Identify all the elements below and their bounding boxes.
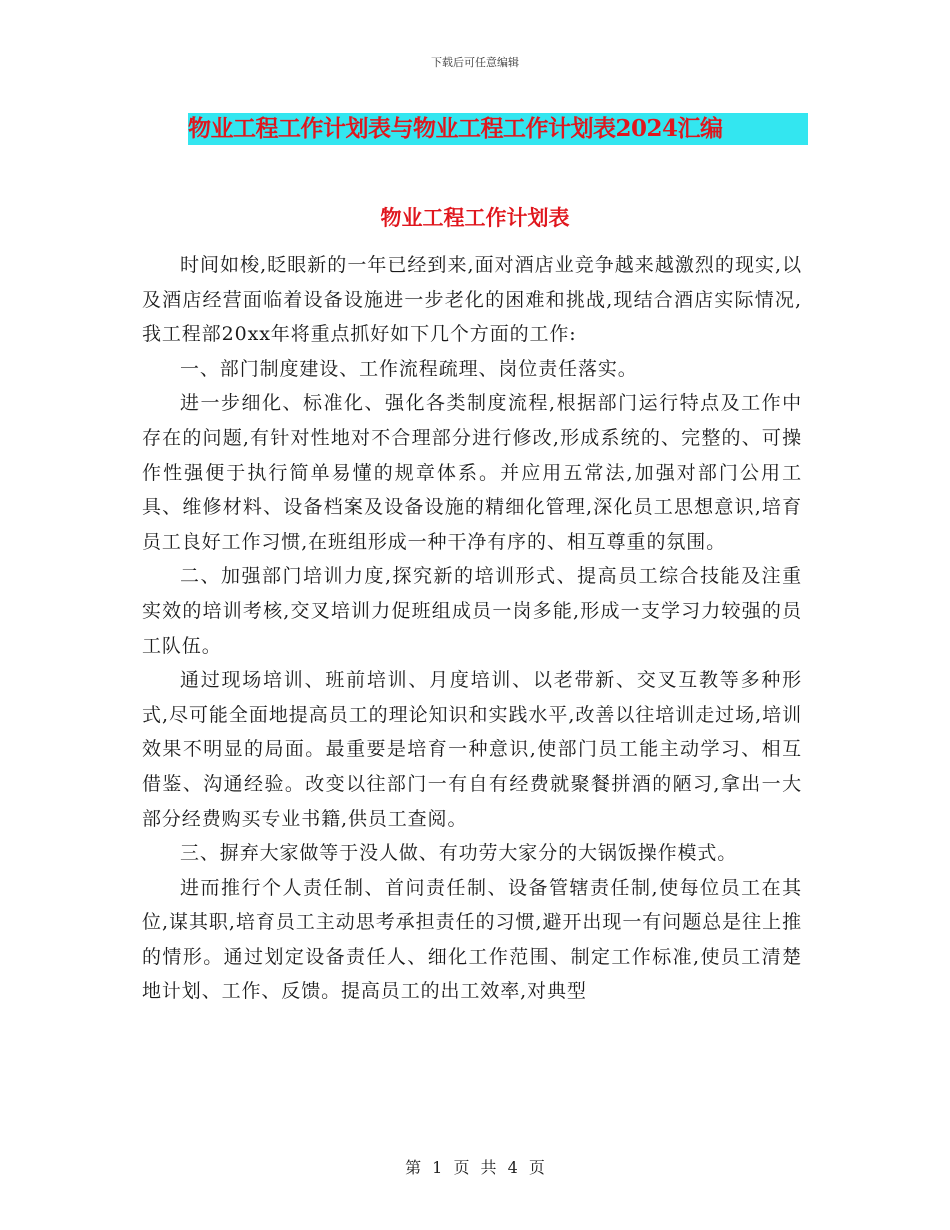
page-header-note: 下载后可任意编辑 [431,56,519,69]
paragraph: 时间如梭,眨眼新的一年已经到来,面对酒店业竞争越来越激烈的现实,以及酒店经营面临着设备设施进一步老化的困难和挑战,现结合酒店实际情况,我工程部20xx年将重点抓好如下几个方面的工作: [142,254,802,346]
paragraph: 进一步细化、标准化、强化各类制度流程,根据部门运行特点及工作中存在的问题,有针对性地对不合理部分进行修改,形成系统的、完整的、可操作性强便于执行简单易懂的规章体系。并应用五常法,加强对部门公用工具、维修材料、设备档案及设备设施的精细化管理,深化员工思想意识,培育员工良好工作习惯,在班组形成一种干净有序的、相互尊重的氛围。 [142,392,802,553]
paragraph: 进而推行个人责任制、首问责任制、设备管辖责任制,使每位员工在其位,谋其职,培育员工主动思考承担责任的习惯,避开出现一有问题总是往上推的情形。通过划定设备责任人、细化工作范围、制定工作标准,使员工清楚地计划、工作、反馈。提高员工的出工效率,对典型 [142,876,802,1003]
section-heading-2: 二、加强部门培训力度,探究新的培训形式、提高员工综合技能及注重实效的培训考核,交叉培训力促班组成员一岗多能,形成一支学习力较强的员工队伍。 [142,565,802,657]
main-title-highlight [188,113,808,145]
document-body [142,248,802,1009]
page-number-footer: 第 1 页 共 4 页 [405,1158,545,1177]
section-title: 物业工程工作计划表 [380,205,570,230]
section-heading-3: 三、摒弃大家做等于没人做、有功劳大家分的大锅饭操作模式。 [180,842,738,865]
paragraph: 通过现场培训、班前培训、月度培训、以老带新、交叉互教等多种形式,尽可能全面地提高员工的理论知识和实践水平,改善以往培训走过场,培训效果不明显的局面。最重要是培育一种意识,使部门员工能主动学习、相互借鉴、沟通经验。改变以往部门一有自有经费就聚餐拼酒的陋习,拿出一大部分经费购买专业书籍,供员工查阅。 [142,669,802,830]
section-heading-1: 一、部门制度建设、工作流程疏理、岗位责任落实。 [180,357,638,380]
main-title: 物业工程工作计划表与物业工程工作计划表2024汇编 [188,115,723,142]
